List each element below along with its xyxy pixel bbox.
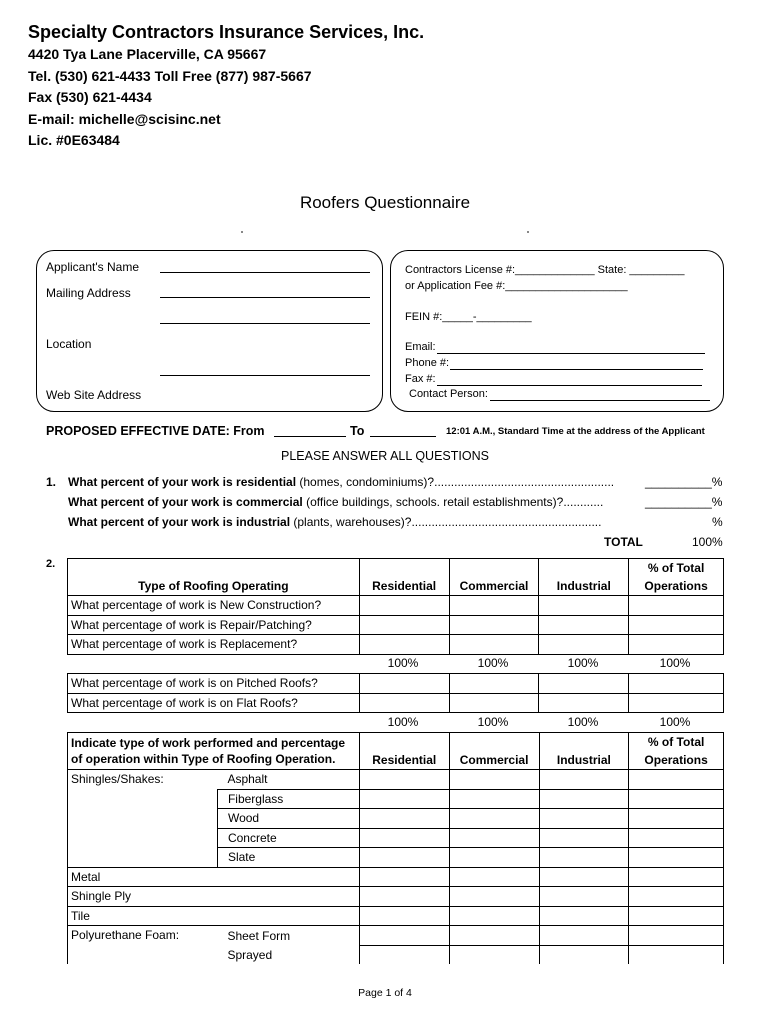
question1-row-residential: 1. What percent of your work is residential (homes, condominiums)?...................................................... (46, 475, 615, 489)
contractors-license-field[interactable]: Contractors License #:_____________ State: _________ (405, 264, 685, 276)
company-license: Lic. #0E63484 (28, 132, 120, 148)
col-header-industrial: Industrial (539, 559, 629, 596)
fax-label: Fax #: (405, 373, 436, 385)
letterhead (28, 20, 424, 152)
table2-total-residential: 100% (387, 715, 419, 729)
table-header-row (68, 559, 724, 596)
table2-total-industrial: 100% (567, 715, 599, 729)
table1-total-commercial: 100% (477, 656, 509, 670)
sub-label: Sprayed (217, 945, 359, 964)
total-label: TOTAL (604, 535, 643, 549)
scan-speck (527, 231, 529, 233)
sub-label: Wood (217, 809, 359, 829)
sub-label: Slate (217, 848, 359, 868)
table1-total-residential: 100% (387, 656, 419, 670)
effective-to-label: To (350, 424, 365, 438)
col-header-residential: Residential (359, 733, 449, 770)
email-label: Email: (405, 341, 436, 353)
instruction-text: PLEASE ANSWER ALL QUESTIONS (281, 449, 489, 463)
table-row: What percentage of work is on Pitched Roofs? (68, 674, 724, 694)
location-field[interactable] (160, 375, 370, 376)
table-row (68, 887, 724, 907)
work-type-header: Indicate type of work performed and percentage of operation within Type of Roofing Operation. (68, 733, 360, 770)
table-row (68, 926, 724, 946)
roofing-operations-table (67, 558, 724, 655)
total-value: 100% (692, 535, 723, 549)
commercial-percent-field[interactable]: __________% (645, 495, 723, 509)
contact-person-label: Contact Person: (409, 388, 488, 400)
phone-label: Phone #: (405, 357, 450, 369)
location-label: Location (46, 337, 92, 351)
group-label: Tile (68, 906, 360, 926)
effective-date-label: PROPOSED EFFECTIVE DATE: From (46, 424, 265, 438)
table-row: What percentage of work is New Construction? (68, 596, 724, 616)
sub-label: Concrete (217, 828, 359, 848)
sub-label: Fiberglass (217, 789, 359, 809)
fax-field[interactable] (437, 385, 702, 386)
table-header-row (68, 733, 724, 770)
company-address: 4420 Tya Lane Placerville, CA 95667 (28, 46, 267, 62)
col-header-industrial: Industrial (539, 733, 629, 770)
col-header-total: % of Total Operations (629, 733, 724, 770)
mailing-address-field-2[interactable] (160, 323, 370, 324)
industrial-percent-field[interactable]: % (712, 515, 723, 529)
col-header-total: % of Total Operations (629, 559, 724, 596)
group-label: Shingles/Shakes: (68, 770, 218, 868)
applicant-name-label: Applicant's Name (46, 260, 139, 274)
contact-person-field[interactable] (490, 400, 710, 401)
effective-from-field[interactable] (274, 436, 346, 437)
table1-total-industrial: 100% (567, 656, 599, 670)
application-fee-field[interactable]: or Application Fee #:____________________ (405, 280, 628, 292)
table-row: What percentage of work is Repair/Patching? (68, 615, 724, 635)
group-label: Shingle Ply (68, 887, 360, 907)
group-label: Metal (68, 867, 360, 887)
table-row (68, 867, 724, 887)
website-label: Web Site Address (46, 388, 142, 402)
col-header-commercial: Commercial (449, 733, 539, 770)
table2-total-overall: 100% (659, 715, 691, 729)
question1-row-commercial: What percent of your work is commercial (office buildings, schools. retail establishments)?............ (68, 495, 604, 509)
group-label: Polyurethane Foam: (68, 926, 218, 965)
table-row (68, 770, 724, 790)
company-name: Specialty Contractors Insurance Services, Inc. (28, 22, 425, 42)
effective-time-note: 12:01 A.M., Standard Time at the address of the Applicant (446, 426, 705, 437)
phone-field[interactable] (450, 369, 703, 370)
col-header-commercial: Commercial (449, 559, 539, 596)
question2-number: 2. (46, 558, 56, 570)
work-type-table (67, 732, 724, 964)
table-row: What percentage of work is on Flat Roofs? (68, 693, 724, 713)
mailing-address-label: Mailing Address (46, 286, 131, 300)
question1-number: 1. (46, 475, 57, 489)
effective-to-field[interactable] (370, 436, 436, 437)
page-title: Roofers Questionnaire (299, 193, 471, 212)
scan-speck (241, 231, 243, 233)
table-row (68, 906, 724, 926)
residential-percent-field[interactable]: __________% (645, 475, 723, 489)
company-email: E-mail: michelle@scisinc.net (28, 110, 221, 127)
company-phones: Tel. (530) 621-4433 Toll Free (877) 987-5667 (28, 67, 312, 84)
sub-label: Sheet Form (217, 926, 359, 946)
email-field[interactable] (437, 353, 705, 354)
roof-pitch-table (67, 673, 724, 713)
company-fax: Fax (530) 621-4434 (28, 89, 152, 105)
applicant-name-field[interactable] (160, 272, 370, 273)
table-row: What percentage of work is Replacement? (68, 635, 724, 655)
mailing-address-field[interactable] (160, 297, 370, 298)
fein-field[interactable]: FEIN #:_____-_________ (405, 311, 532, 323)
question1-row-industrial: What percent of your work is industrial (plants, warehouses)?......................................................... (68, 515, 602, 529)
page-footer: Page 1 of 4 (358, 987, 412, 999)
table2-total-commercial: 100% (477, 715, 509, 729)
table1-total-overall: 100% (659, 656, 691, 670)
col-header-residential: Residential (359, 559, 449, 596)
col-header-type: Type of Roofing Operating (68, 559, 360, 596)
sub-label: Asphalt (217, 770, 359, 790)
